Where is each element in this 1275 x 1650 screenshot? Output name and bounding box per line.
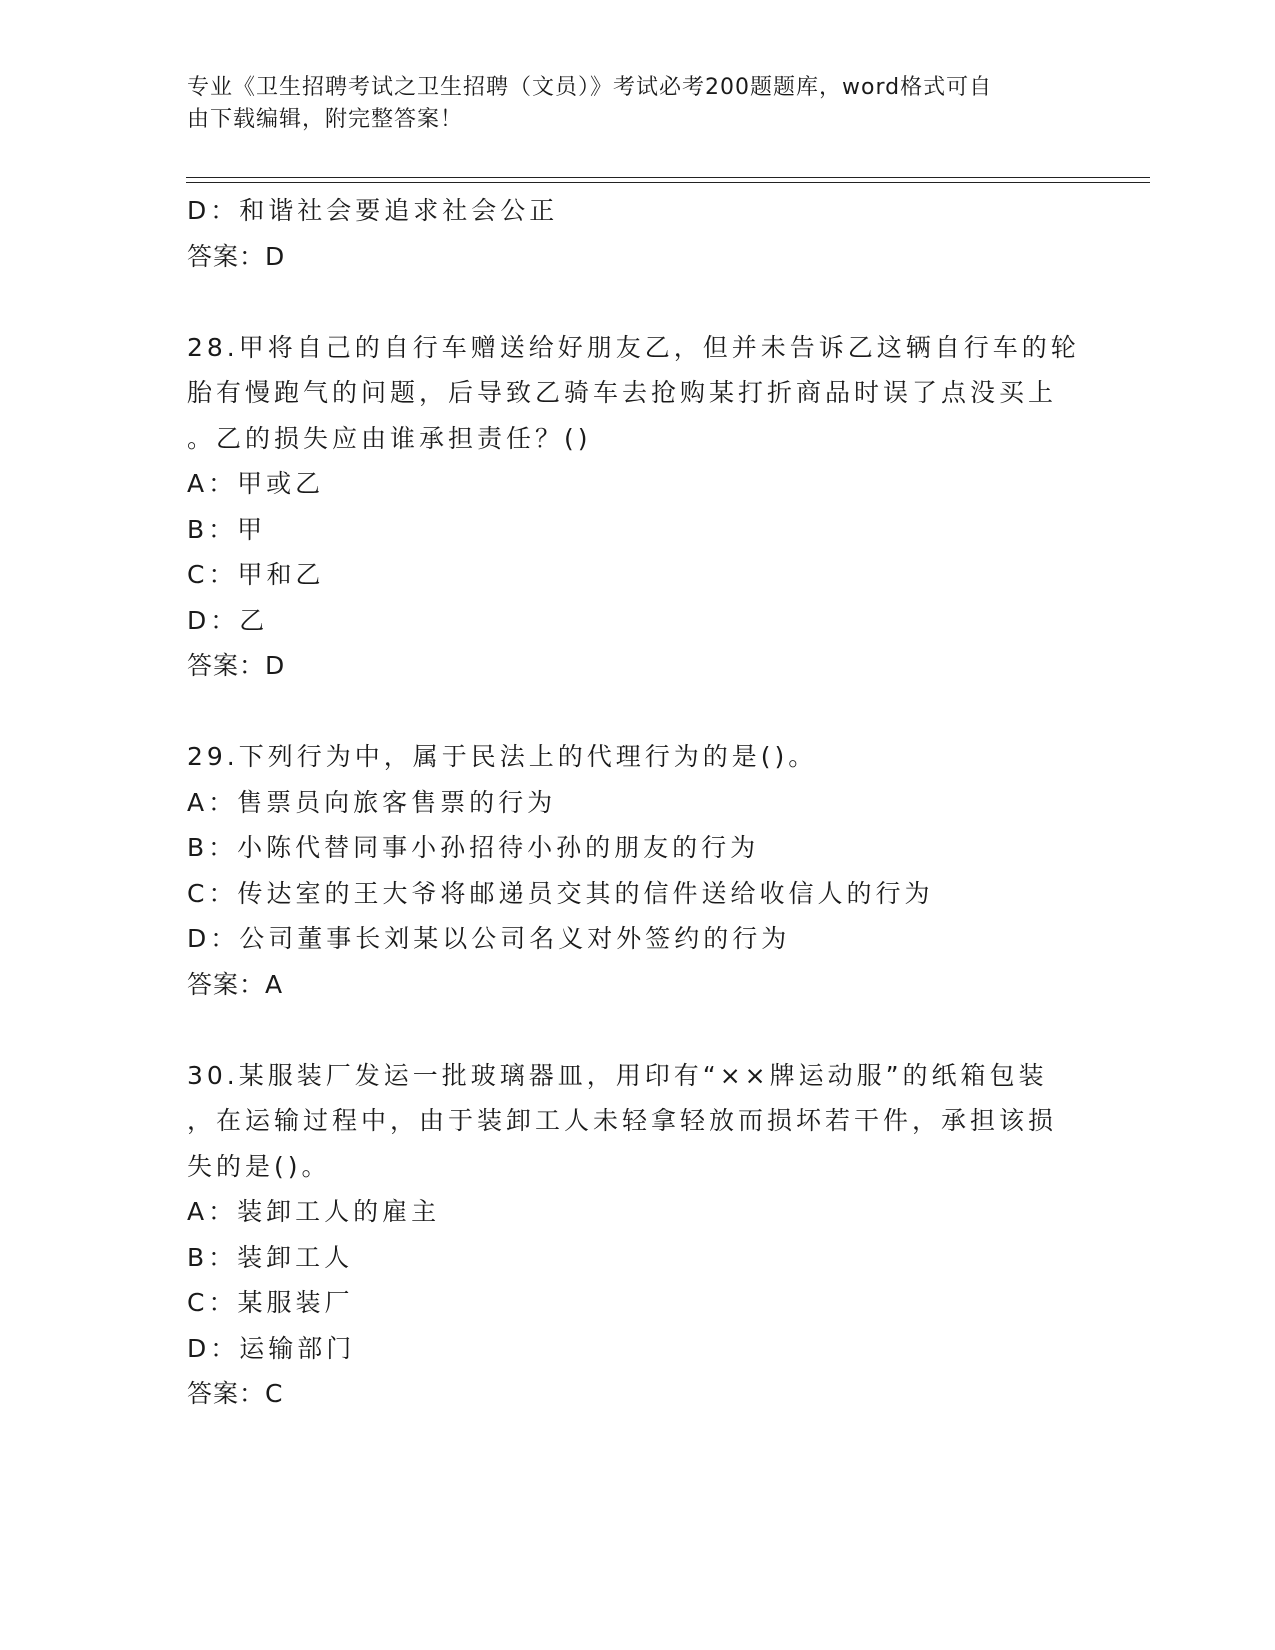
option-c: C：传达室的王大爷将邮递员交其的信件送给收信人的行为 bbox=[187, 878, 934, 908]
option-d: D：公司董事长刘某以公司名义对外签约的行为 bbox=[187, 924, 791, 953]
spacer bbox=[187, 279, 1087, 325]
answer-line: 答案：A bbox=[187, 969, 284, 999]
option-b: B：甲 bbox=[187, 514, 267, 544]
option-d: D：运输部门 bbox=[187, 1333, 356, 1363]
header-divider-top bbox=[186, 177, 1150, 178]
option-b: B：装卸工人 bbox=[187, 1242, 354, 1272]
question-text-line: 失的是()。 bbox=[187, 1151, 331, 1181]
prev-question-tail bbox=[187, 188, 1087, 279]
answer-line: 答案：D bbox=[187, 241, 286, 271]
question-text-line: 28.甲将自己的自行车赠送给好朋友乙，但并未告诉乙这辆自行车的轮 bbox=[187, 332, 1080, 362]
option-c: C：某服装厂 bbox=[187, 1288, 354, 1317]
spacer bbox=[187, 1007, 1087, 1053]
answer-line: 答案：D bbox=[187, 651, 286, 680]
option-a: A：售票员向旅客售票的行为 bbox=[187, 787, 557, 817]
header-divider-bottom bbox=[186, 182, 1150, 183]
question-list bbox=[187, 188, 1087, 1417]
question-text-line: 30.某服装厂发运一批玻璃器皿，用印有“××牌运动服”的纸箱包装 bbox=[187, 1060, 1048, 1090]
option-a: A：甲或乙 bbox=[187, 469, 325, 498]
question-text-line: ，在运输过程中，由于装卸工人未轻拿轻放而损坏若干件，承担该损 bbox=[187, 1106, 1058, 1135]
question-text-line: 29.下列行为中，属于民法上的代理行为的是()。 bbox=[187, 742, 818, 771]
answer-line: 答案：C bbox=[187, 1379, 284, 1408]
option-d: D：乙 bbox=[187, 605, 269, 635]
document-header bbox=[187, 72, 1067, 136]
header-line-2: 由下载编辑，附完整答案！ bbox=[187, 107, 464, 132]
question-text-line: 。乙的损失应由谁承担责任？() bbox=[187, 423, 592, 453]
question-text-line: 胎有慢跑气的问题，后导致乙骑车去抢购某打折商品时误了点没买上 bbox=[187, 378, 1058, 407]
option-b: B：小陈代替同事小孙招待小孙的朋友的行为 bbox=[187, 833, 760, 862]
question-29 bbox=[187, 734, 1087, 1007]
header-line-1: 专业《卫生招聘考试之卫生招聘（文员）》考试必考200题题库，word格式可自 bbox=[187, 75, 993, 100]
option-d: D：和谐社会要追求社会公正 bbox=[187, 196, 559, 225]
spacer bbox=[187, 689, 1087, 735]
option-c: C：甲和乙 bbox=[187, 560, 325, 589]
question-28 bbox=[187, 325, 1087, 689]
question-30 bbox=[187, 1053, 1087, 1417]
option-a: A：装卸工人的雇主 bbox=[187, 1197, 441, 1226]
